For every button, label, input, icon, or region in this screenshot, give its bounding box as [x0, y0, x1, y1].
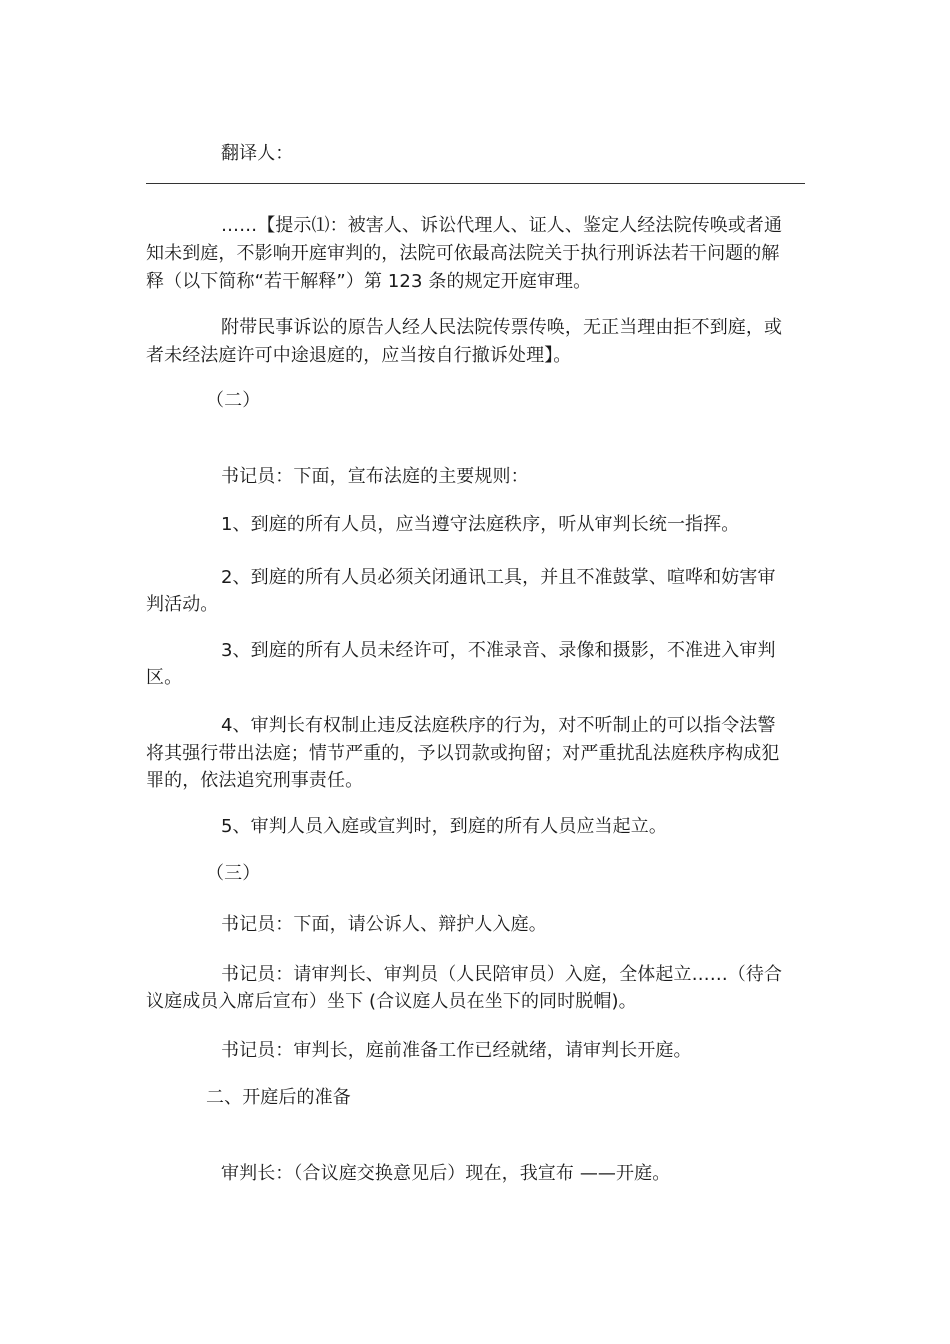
- rule-5: 5、审判人员入庭或宣判时，到庭的所有人员应当起立。: [221, 816, 667, 837]
- civil-suit-line: 者未经法庭许可中途退庭的，应当按自行撤诉处理】。: [146, 345, 572, 366]
- rule-1: 1、到庭的所有人员，应当遵守法庭秩序，听从审判长统一指挥。: [221, 514, 740, 535]
- clerk-statement-1: 书记员：下面，请公诉人、辩护人入庭。: [221, 914, 547, 935]
- clerk-statement-2-line: 议庭成员入席后宣布）坐下 (合议庭人员在坐下的同时脱帽)。: [146, 991, 637, 1012]
- clerk-statement-3: 书记员：审判长，庭前准备工作已经就绪，请审判长开庭。: [221, 1040, 692, 1061]
- section-heading-2: （二）: [206, 390, 261, 411]
- translator-label: 翻译人：: [221, 143, 294, 164]
- civil-suit-line: 附带民事诉讼的原告人经人民法院传票传唤，无正当理由拒不到庭，或: [221, 317, 783, 338]
- rule-2-line: 2、到庭的所有人员必须关闭通讯工具，并且不准鼓掌、喧哗和妨害审: [221, 567, 776, 588]
- rules-intro: 书记员：下面，宣布法庭的主要规则：: [221, 466, 529, 487]
- rule-2-line: 判活动。: [146, 594, 219, 615]
- rule-4-line: 将其强行带出法庭；情节严重的，予以罚款或拘留；对严重扰乱法庭秩序构成犯: [146, 743, 780, 764]
- rule-3-line: 区。: [146, 667, 183, 688]
- presiding-judge-statement: 审判长：（合议庭交换意见后）现在，我宣布 ——开庭。: [221, 1163, 671, 1184]
- clerk-statement-2-line: 书记员：请审判长、审判员（人民陪审员）入庭，全体起立……（待合: [221, 964, 783, 985]
- rule-3-line: 3、到庭的所有人员未经许可，不准录音、录像和摄影，不准进入审判: [221, 640, 776, 661]
- rule-4-line: 罪的，依法追究刑事责任。: [146, 770, 364, 791]
- section-heading-3: （三）: [206, 863, 261, 884]
- section-heading-after-open: 二、开庭后的准备: [206, 1087, 351, 1108]
- signature-line: [146, 183, 805, 184]
- hint-line: 知未到庭，不影响开庭审判的，法院可依最高法院关于执行刑诉法若干问题的解: [146, 243, 780, 264]
- hint-line: ……【提示⑴：被害人、诉讼代理人、证人、鉴定人经法院传唤或者通: [221, 215, 783, 236]
- rule-4-line: 4、审判长有权制止违反法庭秩序的行为，对不听制止的可以指令法警: [221, 715, 776, 736]
- hint-line: 释（以下简称“若干解释”）第 123 条的规定开庭审理。: [146, 271, 592, 292]
